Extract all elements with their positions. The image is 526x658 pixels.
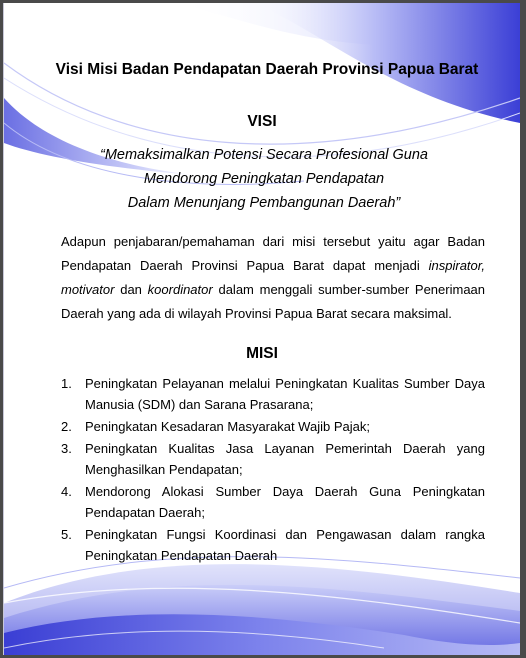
list-item-text: Peningkatan Kesadaran Masyarakat Wajib Pajak; bbox=[85, 419, 370, 434]
document-title: Visi Misi Badan Pendapatan Daerah Provinsi Papua Barat bbox=[55, 61, 479, 78]
visi-line-3: Dalam Menunjang Pembangunan Daerah” bbox=[127, 195, 401, 211]
document-content bbox=[4, 3, 520, 655]
list-item-number: 4. bbox=[61, 484, 72, 499]
list-item-number: 5. bbox=[61, 527, 72, 542]
list-item-text: Peningkatan Fungsi Koordinasi dan Pengawasan dalam rangka Peningkatan Pendapatan Daerah bbox=[85, 527, 485, 563]
document-page bbox=[3, 3, 520, 655]
list-item bbox=[61, 373, 485, 415]
visi-line-2: Mendorong Peningkatan Pendapatan bbox=[143, 171, 385, 187]
paragraph-text-1: Adapun penjabaran/pemahaman dari misi tersebut yaitu agar Badan Pendapatan Daerah Provinsi Papua Barat dapat menjadi bbox=[61, 234, 485, 273]
list-item-text: Peningkatan Kualitas Jasa Layanan Pemerintah Daerah yang Menghasilkan Pendapatan; bbox=[85, 441, 485, 477]
list-item-number: 3. bbox=[61, 441, 72, 456]
list-item-text: Peningkatan Pelayanan melalui Peningkatan Kualitas Sumber Daya Manusia (SDM) dan Sarana Prasarana; bbox=[85, 376, 485, 412]
paragraph-text-3: dalam menggali sumber-sumber Penerimaan Daerah yang ada di wilayah Provinsi Papua Barat secara maksimal. bbox=[61, 282, 486, 321]
misi-list bbox=[61, 373, 485, 567]
list-item bbox=[61, 438, 485, 480]
misi-heading: MISI bbox=[246, 345, 278, 362]
visi-statement bbox=[44, 143, 484, 215]
visi-line-1: “Memaksimalkan Potensi Secara Profesional Guna bbox=[99, 147, 428, 163]
visi-heading: VISI bbox=[247, 113, 277, 130]
list-item-text: Mendorong Alokasi Sumber Daya Daerah Guna Peningkatan Pendapatan Daerah; bbox=[85, 484, 485, 520]
list-item bbox=[61, 524, 485, 566]
list-item bbox=[61, 416, 485, 437]
explanation-paragraph bbox=[61, 230, 485, 326]
list-item bbox=[61, 481, 485, 523]
list-item-number: 1. bbox=[61, 376, 72, 391]
paragraph-text-2: dan bbox=[114, 282, 148, 297]
paragraph-italic-2: koordinator bbox=[147, 282, 213, 297]
list-item-number: 2. bbox=[61, 419, 72, 434]
paragraph-italic-1: inspirator, motivator bbox=[61, 258, 485, 297]
